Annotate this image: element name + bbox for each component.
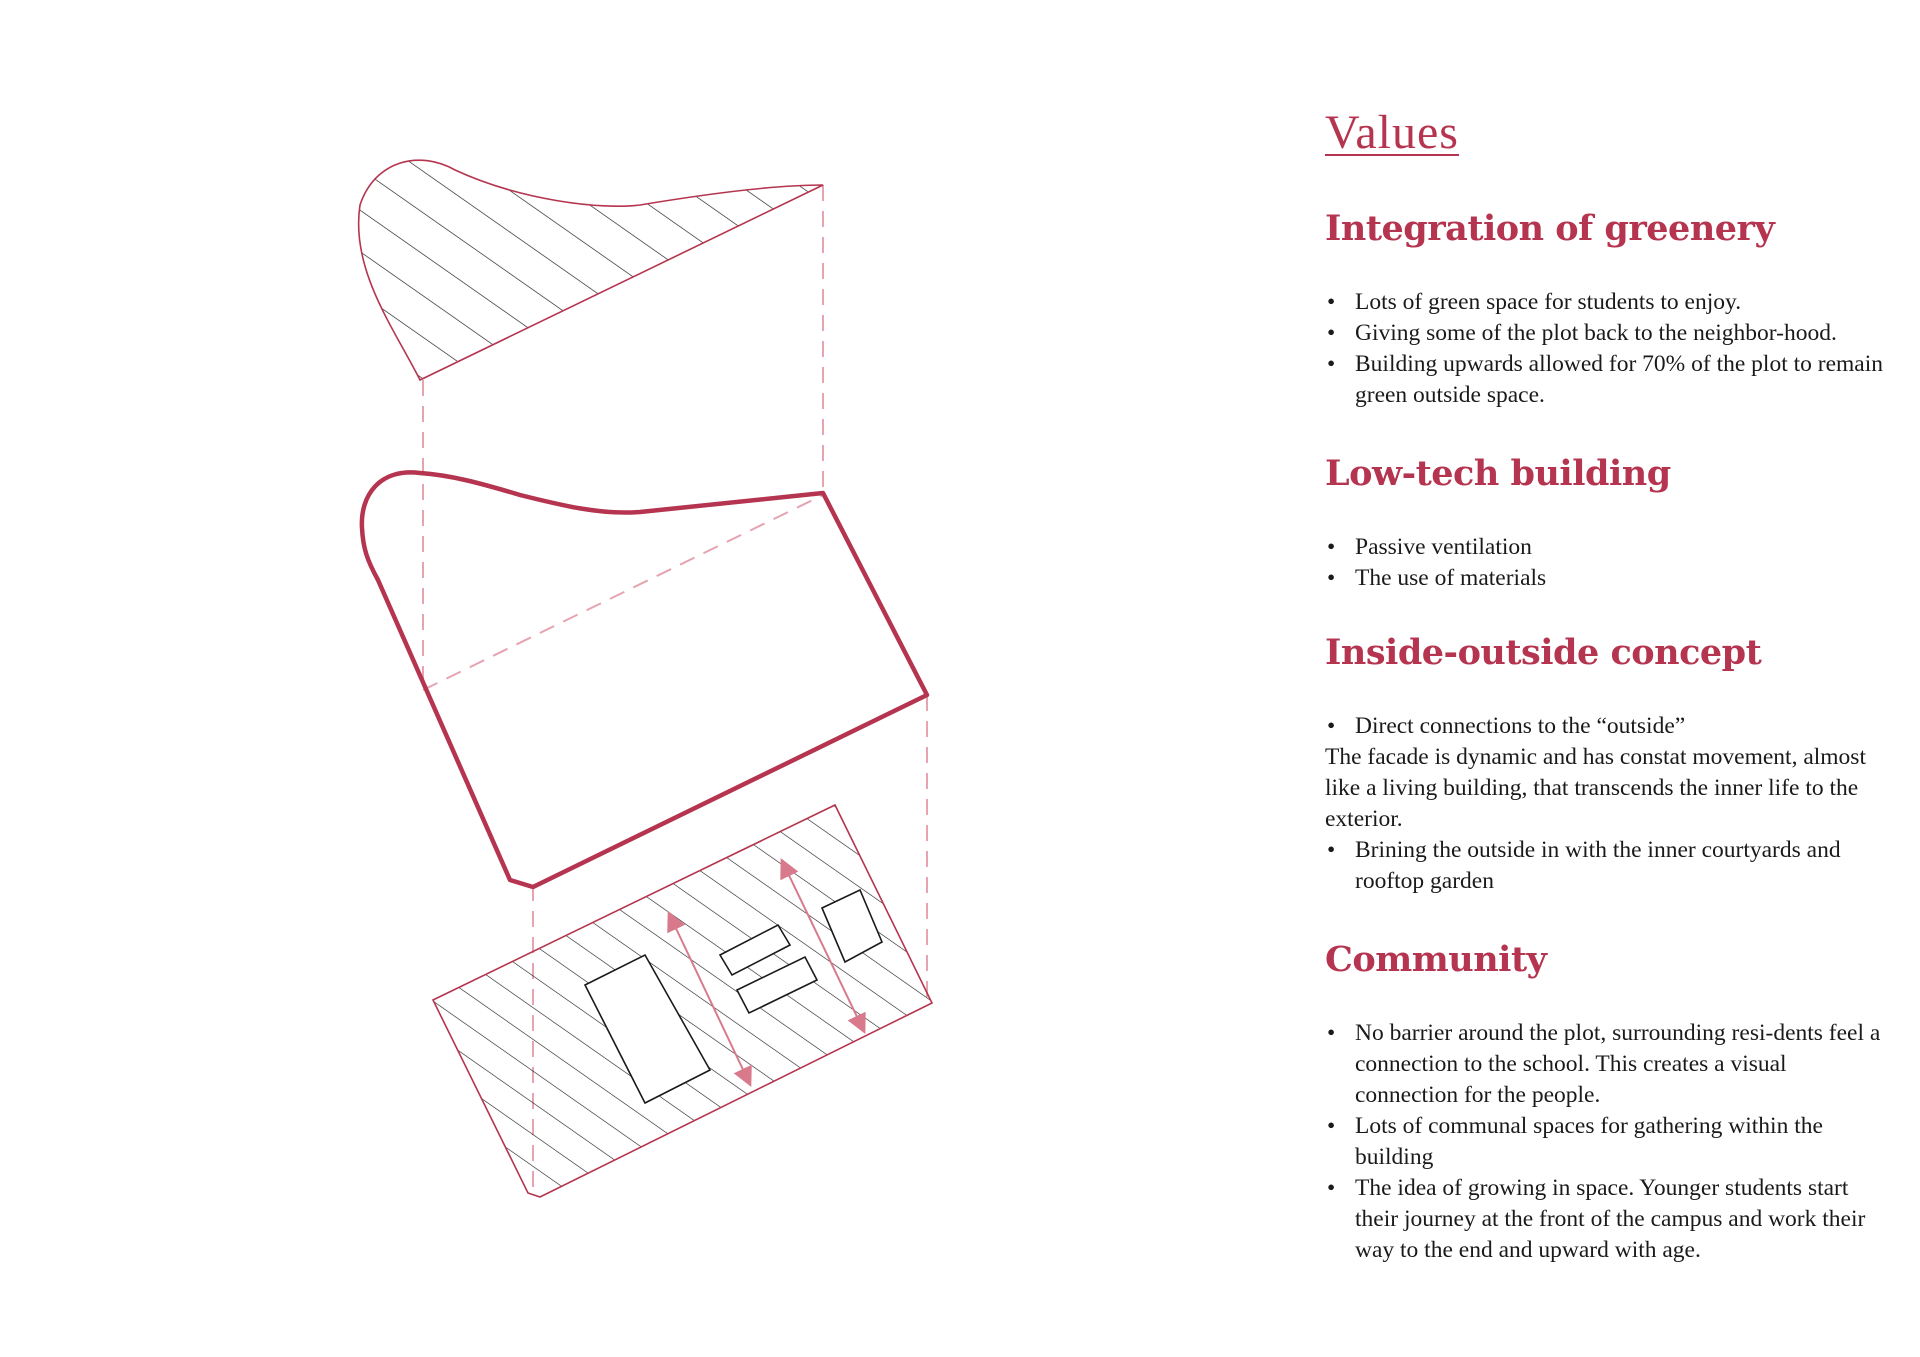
list-item: • The use of materials: [1325, 563, 1885, 594]
list-item: • Direct connections to the “outside”: [1325, 711, 1885, 742]
section-heading: Low-tech building: [1325, 453, 1671, 494]
section-inside-outside-concept: [1325, 632, 1885, 897]
list-item: • Giving some of the plot back to the neighbor-hood.: [1325, 318, 1885, 349]
greenery-layer: [359, 160, 823, 380]
section-integration-of-greenery: [1325, 208, 1885, 411]
page-title: Values: [1325, 106, 1459, 159]
section-heading: Inside-outside concept: [1325, 632, 1762, 673]
section-community: [1325, 939, 1885, 1266]
section-low-tech-building: [1325, 453, 1885, 594]
section-paragraph: The facade is dynamic and has constat movement, almost like a living building, that transcends the inner life to the exterior.: [1325, 744, 1866, 832]
bullet-list: [1325, 711, 1885, 742]
list-item: • Building upwards allowed for 70% of the plot to remain green outside space.: [1325, 349, 1885, 411]
list-item: • Brining the outside in with the inner courtyards and rooftop garden: [1325, 835, 1885, 897]
greenery-shape: [359, 160, 823, 380]
section-heading: Community: [1325, 939, 1547, 980]
section-heading: Integration of greenery: [1325, 208, 1775, 249]
bullet-list: [1325, 532, 1885, 594]
list-item: • Lots of green space for students to enjoy.: [1325, 287, 1885, 318]
list-item: • Passive ventilation: [1325, 532, 1885, 563]
site-plan-layer: [433, 805, 932, 1197]
bullet-list: [1325, 287, 1885, 411]
bullet-list: [1325, 835, 1885, 897]
bullet-list: [1325, 1018, 1885, 1266]
site-plan-outline: [433, 805, 932, 1197]
hidden-edge-line: [423, 495, 823, 690]
list-item: • Lots of communal spaces for gathering within the building: [1325, 1111, 1885, 1173]
list-item: • The idea of growing in space. Younger students start their journey at the front of the campus and work their way to the end and upward with age.: [1325, 1173, 1885, 1266]
values-panel: [1325, 105, 1885, 1306]
list-item: • No barrier around the plot, surrounding resi-dents feel a connection to the school. This creates a visual connection for the people.: [1325, 1018, 1885, 1111]
